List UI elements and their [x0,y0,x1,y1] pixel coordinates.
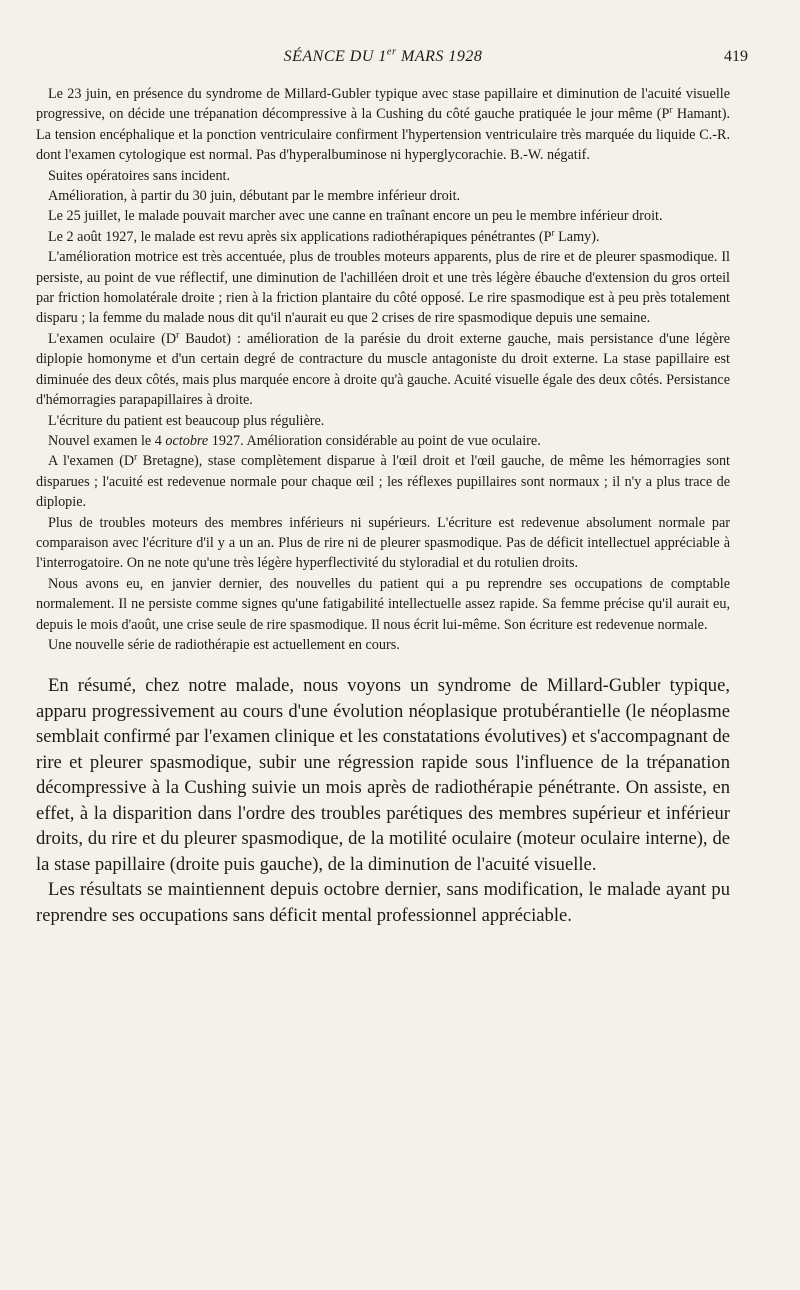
paragraph-plus-de-troubles: Plus de troubles moteurs des membres inférieurs ni supérieurs. L'écriture est redevenue absolument normale par comparaison avec l'écriture d'il y a un an. Plus de rire ni de pleurer spasmodique. Pas de déficit intellectuel appréciable à l'interrogatoire. On ne note qu'une très légère hyperflectivité du styloradial et du rotulien droits. [36,514,730,572]
paragraph-examen-oculaire: L'examen oculaire ($D^r$ Baudot) : amélioration de la parésie du droit externe gauche, mais persistance d'une légère diplopie homonyme et d'un certain degré de contracture du muscle antagoniste du droit externe. La stase papillaire est diminuée des deux côtés, mais plus marquée encore à droite qu'à gauche. Acuité visuelle égale des deux côtés. Persistance d'hémorragies parapapillaires à droite. [36,329,730,409]
paragraph-bretagne: A l'examen ($D^r$ Bretagne), stase complètement disparue à l'œil droit et l'œil gauche, de même les hémorragies sont disparues ; l'acuité est redevenue normale pour chaque œil ; les réflexes pupillaires sont normaux ; il n'y a plus trace de diplopie. [36,451,730,511]
paragraph-suites: Suites opératoires sans incident. [48,167,231,184]
paragraph-23-juin: Le 23 juin, en présence du syndrome de Millard-Gubler typique avec stase papillaire et diminution de l'acuité visuelle progressive, on décide une trépanation décompressive à la Cushing du côté gauche pratiquée le jour même ($P^r$ Hamant). La tension encéphalique et la ponction ventriculaire confirment l'hypertension ventriculaire très marquée du liquide C.-R. dont l'examen cytologique est normal. Pas d'hyperalbuminose ni hyperglycorachie. B.-W. négatif. [36,86,731,164]
paragraph-ecriture: L'écriture du patient est beaucoup plus régulière. [48,412,325,429]
paragraph-25-juillet: Le 25 juillet, le malade pouvait marcher avec une canne en traînant encore un peu le membre inférieur droit. [48,208,663,225]
paragraph-amelioration-motrice: L'amélioration motrice est très accentuée, plus de troubles moteurs apparents, plus de rire et de pleurer spasmodique. Il persiste, au point de vue réflectif, une diminution de l'achilléen droit et une très légère ébauche d'extension du gros orteil par friction homolatérale droite ; rien à la friction plantaire du côté opposé. Le rire spasmodique est à peu près totalement disparu ; la femme du malade nous dit qu'il n'aurait eu que 2 crises de rire spasmodique depuis une semaine. [36,249,730,327]
paragraph-2-aout: Le 2 août 1927, le malade est revu après six applications radiothérapiques pénétrantes ($P^r$ Lamy). [48,227,600,245]
results-paragraph: Les résultats se maintiennent depuis octobre dernier, sans modification, le malade ayant pu reprendre ses occupations sans déficit mental professionnel appréciable. [36,879,730,926]
paragraph-amelioration: Amélioration, à partir du 30 juin, débutant par le membre inférieur droit. [48,188,461,205]
case-report-text [36,84,730,655]
summary-paragraph: En résumé, chez notre malade, nous voyons un syndrome de Millard-Gubler typique, apparu progressivement au cours d'une évolution néoplasique protubérantielle (le néoplasme semblait confirmé par l'examen clinique et les constatations évolutives) et s'accompagnant de rire et pleurer spasmodique, subir une régression rapide sous l'influence de la trépanation décompressive à la Cushing suivie un mois après de radiothérapie pénétrante. On assiste, en effet, à la disparition dans l'ordre des troubles parétiques des membres supérieur et inférieur droits, du rire et du pleurer spasmodique, de la motilité oculaire (moteur oculaire interne), de la stase papillaire (droite puis gauche), de la diminution de l'acuité visuelle. [36,675,730,875]
page-header [36,46,748,70]
paragraph-radiotherapie: Une nouvelle série de radiothérapie est actuellement en cours. [48,636,400,653]
running-head: SÉANCE DU 1er MARS 1928 [283,46,483,65]
paragraph-nouvel-examen: Nouvel examen le 4 octobre 1927. Amélioration considérable au point de vue oculaire. [48,432,541,449]
summary-text [36,673,730,928]
paragraph-nouvelles: Nous avons eu, en janvier dernier, des nouvelles du patient qui a pu reprendre ses occupations de comptable normalement. Il ne persiste comme signes qu'une fatigabilité intellectuelle assez rapide. Sa femme précise qu'il aurait eu, depuis le mois d'août, une crise seule de rire spasmodique. Il nous écrit lui-même. Son écriture est redevenue normale. [36,575,730,633]
page-number: 419 [724,48,748,65]
